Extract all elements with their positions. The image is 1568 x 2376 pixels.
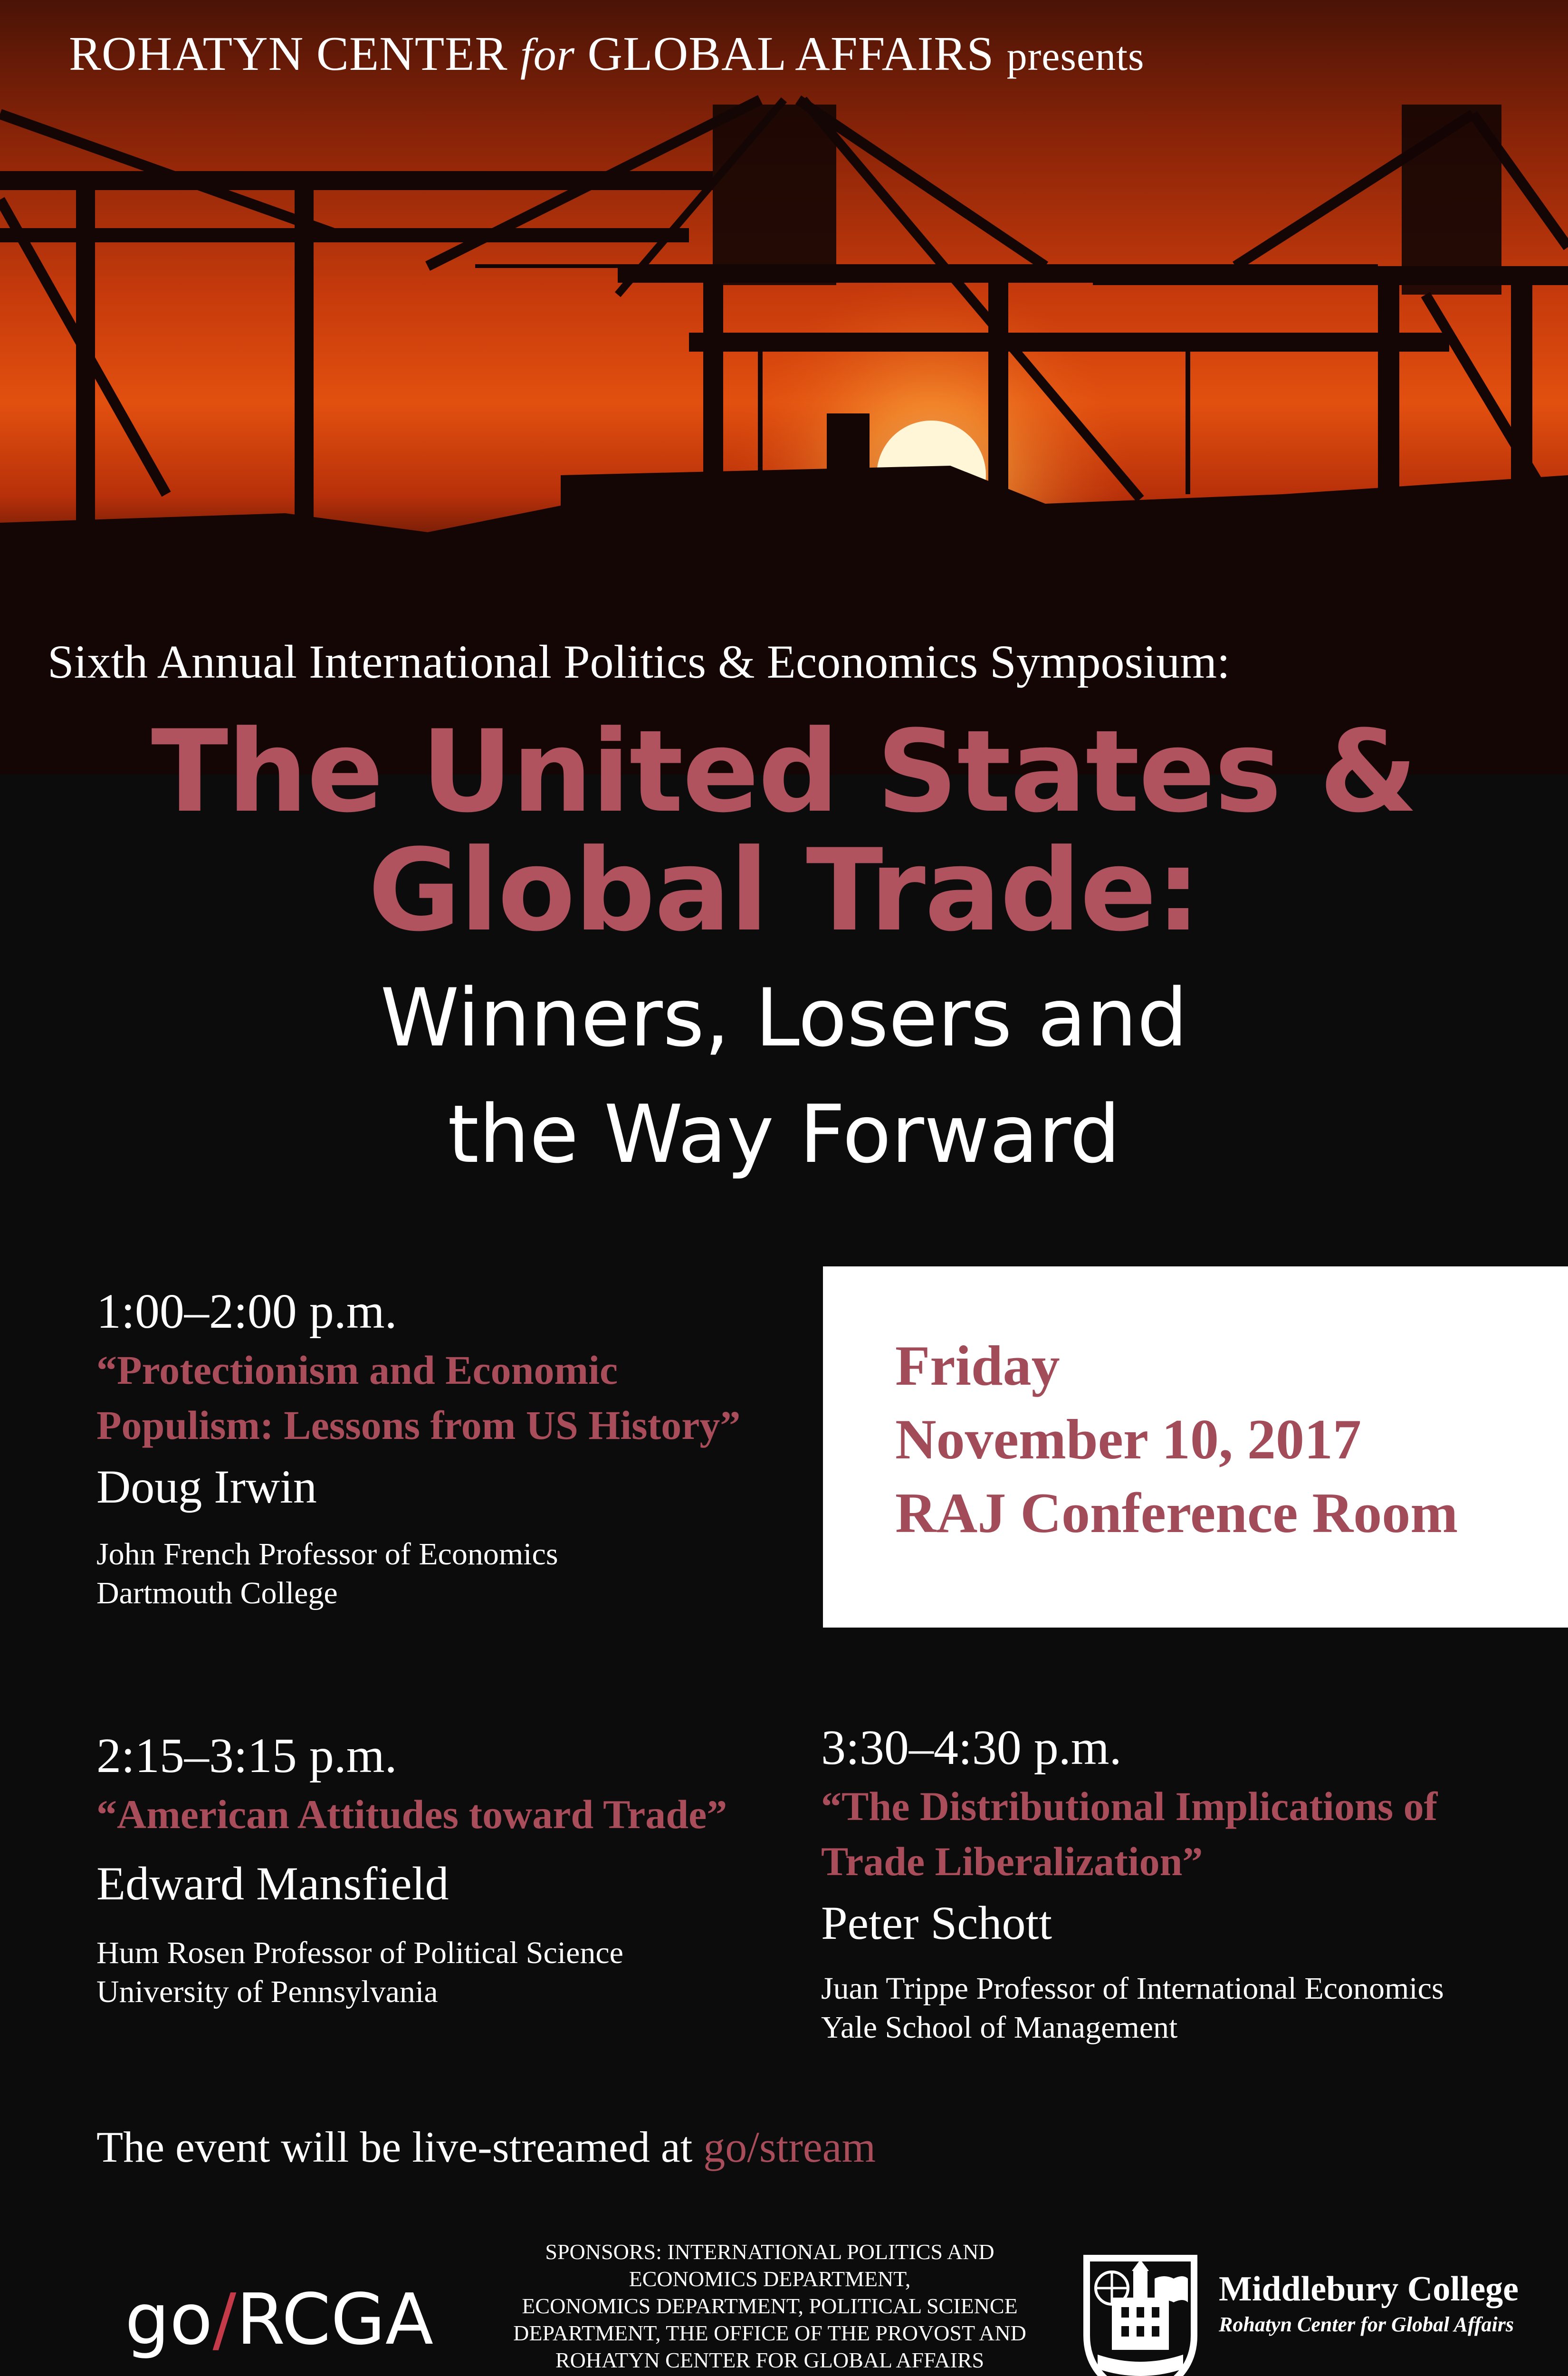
series-name: Sixth Annual International Politics & Economics Symposium: bbox=[48, 635, 1230, 688]
org-name-part1: ROHATYN CENTER bbox=[69, 27, 508, 81]
sponsors-line-4: DEPARTMENT, THE OFFICE OF THE PROVOST AND bbox=[513, 2321, 1026, 2345]
sponsors-line-2: ECONOMICS DEPARTMENT, bbox=[629, 2267, 911, 2291]
speaker-name: Edward Mansfield bbox=[96, 1857, 449, 1910]
college-wordmark bbox=[1219, 2269, 1519, 2337]
talk-title-line-1: “The Distributional Implications of bbox=[821, 1783, 1438, 1829]
event-day: Friday bbox=[895, 1334, 1060, 1397]
session-time: 1:00–2:00 p.m. bbox=[96, 1284, 397, 1339]
affiliation-line-2: University of Pennsylvania bbox=[96, 1974, 438, 2009]
event-details-box bbox=[823, 1266, 1568, 1628]
org-name-part2: GLOBAL AFFAIRS bbox=[587, 27, 994, 81]
subtitle-line-1: Winners, Losers and bbox=[380, 971, 1188, 1064]
college-unit: Rohatyn Center for Global Affairs bbox=[1219, 2313, 1514, 2336]
session-1 bbox=[96, 1283, 740, 1613]
speaker-name: Peter Schott bbox=[821, 1897, 1052, 1949]
title-line-2: Global Trade: bbox=[368, 825, 1200, 957]
org-name-for: for bbox=[520, 29, 575, 80]
speaker-name: Doug Irwin bbox=[96, 1460, 317, 1513]
session-time: 3:30–4:30 p.m. bbox=[821, 1720, 1122, 1775]
go-slash: / bbox=[212, 2279, 237, 2360]
affiliation-line-2: Dartmouth College bbox=[96, 1576, 338, 1610]
affiliation-line-1: John French Professor of Economics bbox=[96, 1537, 558, 1571]
session-talk-title bbox=[96, 1342, 740, 1453]
sponsors-line-1: SPONSORS: INTERNATIONAL POLITICS AND bbox=[545, 2240, 994, 2264]
session-time: 2:15–3:15 p.m. bbox=[96, 1728, 397, 1783]
session-3 bbox=[821, 1719, 1444, 2047]
livestream-note bbox=[96, 2122, 876, 2172]
talk-title-line-2: Trade Liberalization” bbox=[821, 1839, 1203, 1884]
event-subtitle bbox=[0, 960, 1568, 1193]
speaker-affiliation bbox=[96, 1535, 740, 1613]
session-2 bbox=[96, 1727, 727, 2012]
speaker-affiliation bbox=[96, 1934, 727, 2012]
talk-title-line-1: “Protectionism and Economic bbox=[96, 1347, 618, 1393]
session-talk-title bbox=[96, 1787, 727, 1842]
talk-title-line-2: Populism: Lessons from US History” bbox=[96, 1402, 741, 1448]
presents-label: presents bbox=[1006, 33, 1145, 79]
event-title bbox=[0, 706, 1568, 957]
sponsors-line-3: ECONOMICS DEPARTMENT, POLITICAL SCIENCE bbox=[522, 2294, 1018, 2318]
title-line-1: The United States & bbox=[151, 706, 1417, 838]
sponsors-line-5: ROHATYN CENTER FOR GLOBAL AFFAIRS bbox=[555, 2348, 985, 2372]
presenter-line bbox=[69, 26, 1144, 82]
talk-title-line-1: “American Attitudes toward Trade” bbox=[96, 1792, 727, 1837]
affiliation-line-1: Juan Trippe Professor of International Economics bbox=[821, 1971, 1444, 2006]
livestream-link[interactable]: go/stream bbox=[703, 2123, 876, 2171]
go-prefix: go bbox=[125, 2279, 213, 2360]
go-suffix: RCGA bbox=[236, 2279, 434, 2360]
subtitle-line-2: the Way Forward bbox=[448, 1088, 1120, 1181]
go-rcga-shortlink[interactable] bbox=[125, 2279, 433, 2360]
sponsors-list bbox=[487, 2238, 1052, 2374]
event-location: RAJ Conference Room bbox=[895, 1481, 1458, 1544]
event-date: November 10, 2017 bbox=[895, 1408, 1361, 1471]
college-name: Middlebury College bbox=[1219, 2270, 1519, 2309]
affiliation-line-2: Yale School of Management bbox=[821, 2010, 1178, 2045]
speaker-affiliation bbox=[821, 1969, 1444, 2047]
livestream-text: The event will be live-streamed at bbox=[96, 2123, 693, 2171]
session-talk-title bbox=[821, 1779, 1444, 1889]
middlebury-seal-icon bbox=[1079, 2250, 1202, 2376]
affiliation-line-1: Hum Rosen Professor of Political Science bbox=[96, 1935, 623, 1970]
